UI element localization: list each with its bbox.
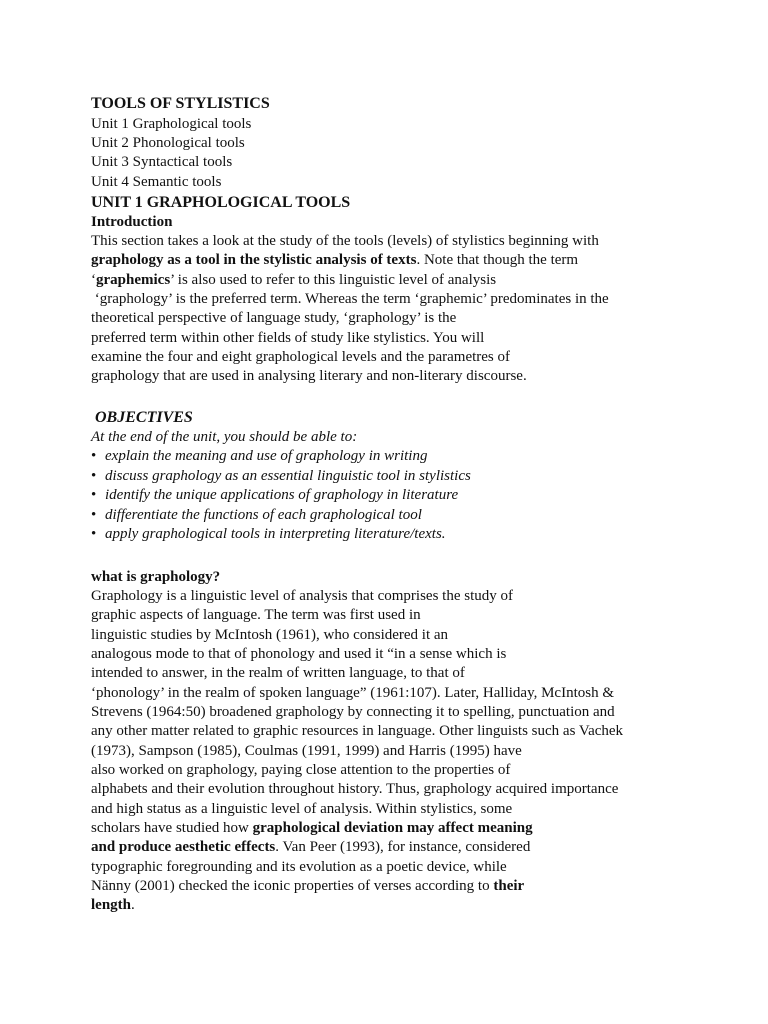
objective-text: discuss graphology as an essential linguistic tool in stylistics: [105, 468, 471, 484]
unit-list-item: Unit 1 Graphological tools: [91, 116, 252, 132]
bullet-icon: •: [91, 448, 97, 464]
objective-item: [91, 447, 427, 466]
intro-paragraph-line: [91, 271, 496, 290]
objective-item: [91, 506, 422, 525]
bold-phrase: graphemics: [96, 272, 171, 288]
objective-item: [91, 467, 471, 486]
text-run: scholars have studied how: [91, 820, 253, 836]
text-run: ’ is also used to refer to this linguistic level of analysis: [170, 272, 497, 288]
unit-list-item: Unit 4 Semantic tools: [91, 174, 222, 190]
introduction-heading: Introduction: [91, 214, 173, 230]
body-paragraph-line: graphic aspects of language. The term was first used in: [91, 607, 421, 623]
text-run: ‘: [91, 272, 96, 288]
bold-phrase: their: [493, 878, 525, 894]
intro-paragraph-line: preferred term within other fields of study like stylistics. You will: [91, 330, 485, 346]
intro-paragraph-line: ‘graphology’ is the preferred term. Whereas the term ‘graphemic’ predominates in the: [91, 291, 609, 307]
objective-text: differentiate the functions of each graphological tool: [105, 507, 422, 523]
bold-phrase: graphology as a tool in the stylistic analysis of texts: [91, 252, 417, 268]
objective-item: [91, 486, 458, 505]
section-heading: what is graphology?: [91, 569, 221, 585]
body-paragraph-line: intended to answer, in the realm of written language, to that of: [91, 665, 465, 681]
body-paragraph-line: typographic foregrounding and its evolution as a poetic device, while: [91, 859, 507, 875]
body-paragraph-line: Strevens (1964:50) broadened graphology by connecting it to spelling, punctuation and: [91, 704, 615, 720]
objective-text: apply graphological tools in interpreting literature/texts.: [105, 526, 446, 542]
objectives-heading: OBJECTIVES: [91, 409, 193, 426]
intro-paragraph-line: This section takes a look at the study of the tools (levels) of stylistics beginning with: [91, 233, 599, 249]
body-paragraph-line: (1973), Sampson (1985), Coulmas (1991, 1999) and Harris (1995) have: [91, 743, 522, 759]
body-paragraph-line: Graphology is a linguistic level of analysis that comprises the study of: [91, 588, 514, 604]
intro-paragraph-line: theoretical perspective of language study, ‘graphology’ is the: [91, 310, 457, 326]
body-paragraph-line: analogous mode to that of phonology and used it “in a sense which is: [91, 646, 507, 662]
body-paragraph-line: ‘phonology’ in the realm of spoken language” (1961:107). Later, Halliday, McIntosh &: [91, 685, 615, 701]
bold-phrase: graphological deviation may affect meaning: [252, 820, 533, 836]
body-paragraph-line: any other matter related to graphic resources in language. Other linguists such as Vachek: [91, 723, 624, 739]
text-run: .: [131, 897, 135, 913]
body-paragraph-line: [91, 877, 524, 896]
body-paragraph-line: alphabets and their evolution throughout history. Thus, graphology acquired importance: [91, 781, 619, 797]
bullet-icon: •: [91, 487, 97, 503]
intro-paragraph-line: examine the four and eight graphological levels and the parametres of: [91, 349, 511, 365]
unit-list-item: Unit 2 Phonological tools: [91, 135, 245, 151]
objective-item: [91, 525, 446, 544]
text-run: . Van Peer (1993), for instance, considered: [275, 839, 531, 855]
unit-heading: UNIT 1 GRAPHOLOGICAL TOOLS: [91, 194, 351, 211]
objective-text: explain the meaning and use of graphology in writing: [105, 448, 428, 464]
text-run: . Note that though the term: [416, 252, 579, 268]
unit-list-item: Unit 3 Syntactical tools: [91, 154, 233, 170]
body-paragraph-line: [91, 838, 530, 857]
bullet-icon: •: [91, 468, 97, 484]
objective-text: identify the unique applications of graphology in literature: [105, 487, 459, 503]
objectives-lead: At the end of the unit, you should be able to:: [91, 429, 358, 445]
body-paragraph-line: also worked on graphology, paying close attention to the properties of: [91, 762, 511, 778]
intro-paragraph-line: [91, 251, 578, 270]
document-title: TOOLS OF STYLISTICS: [91, 95, 270, 112]
bold-phrase: length: [91, 897, 132, 913]
body-paragraph-line: and high status as a linguistic level of analysis. Within stylistics, some: [91, 801, 513, 817]
text-run: Nänny (2001) checked the iconic properties of verses according to: [91, 878, 494, 894]
body-paragraph-line: [91, 896, 135, 915]
bullet-icon: •: [91, 507, 97, 523]
body-paragraph-line: linguistic studies by McIntosh (1961), who considered it an: [91, 627, 449, 643]
body-paragraph-line: [91, 819, 533, 838]
bullet-icon: •: [91, 526, 97, 542]
bold-phrase: and produce aesthetic effects: [91, 839, 276, 855]
intro-paragraph-line: graphology that are used in analysing literary and non-literary discourse.: [91, 368, 527, 384]
